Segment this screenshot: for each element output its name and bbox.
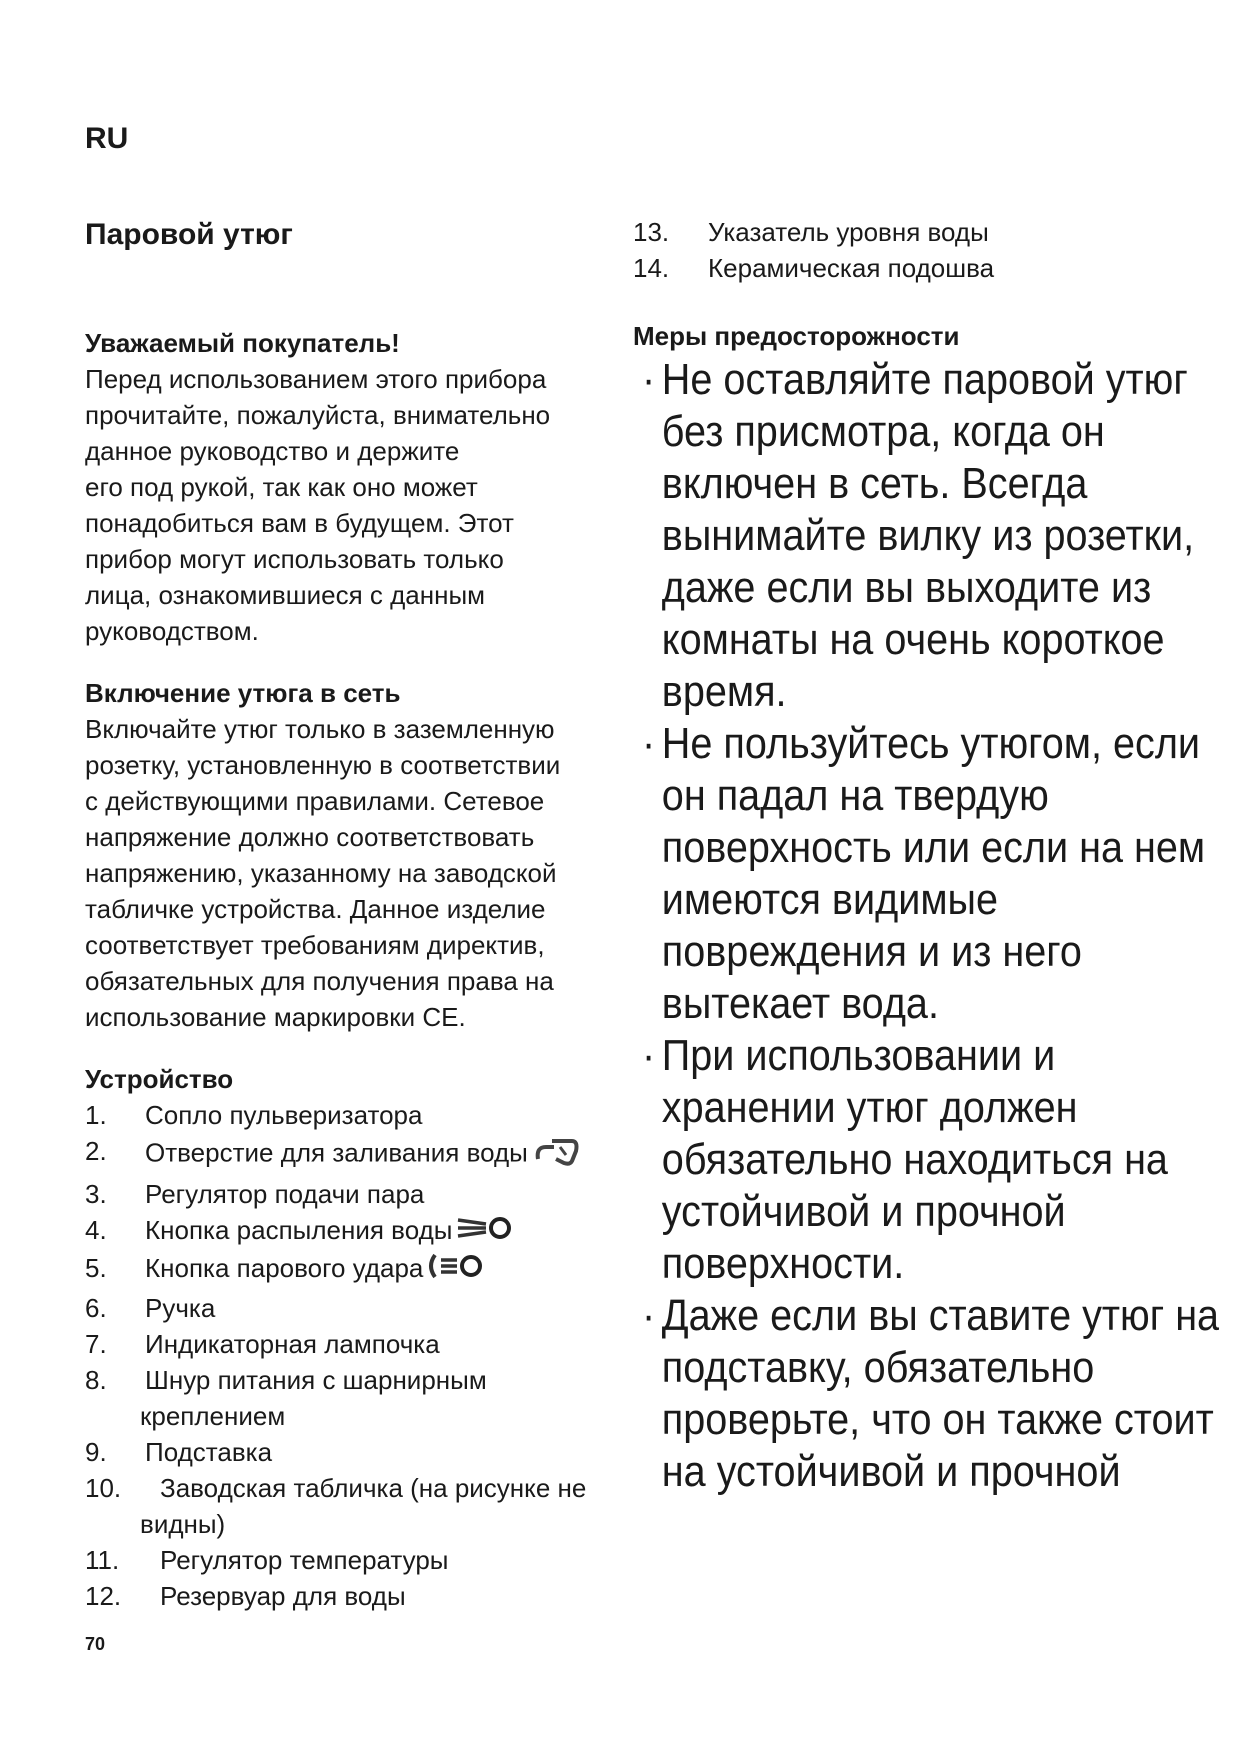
list-item [85, 1434, 625, 1470]
item-text: Указатель уровня воды [708, 217, 989, 247]
item-text: Шнур питания с шарнирным [145, 1364, 487, 1395]
intro-line: прочитайте, пожалуйста, внимательно [85, 400, 551, 430]
item-text: Сопло пульверизатора [145, 1100, 423, 1130]
precaution-item [633, 718, 1220, 1030]
precaution-item [633, 1290, 1220, 1498]
precaution-item [633, 354, 1220, 718]
left-column [85, 325, 625, 1614]
item-text: Регулятор температуры [160, 1544, 449, 1575]
precautions-heading: Меры предосторожности [633, 321, 960, 351]
precaution-text: Не пользуйтесь утюгом, если он падал на твердую поверхность или если на нем имеются видимые повреждения и из него вытекает вода. [661, 719, 1206, 1028]
page-number: 70 [85, 1634, 106, 1654]
list-item [633, 250, 1223, 286]
item-number [85, 1506, 140, 1542]
intro-line: лица, ознакомившиеся с данным [85, 580, 486, 610]
list-item [633, 214, 1223, 250]
item-number: 6. [85, 1292, 107, 1323]
list-item [85, 1326, 625, 1362]
power-line: напряжение должно соответствовать [85, 822, 535, 852]
page-title: Паровой утюг [85, 218, 293, 251]
power-line: розетку, установленную в соответствии [85, 750, 561, 780]
bullet-icon: · [642, 1291, 656, 1340]
item-number: 1. [85, 1100, 107, 1130]
power-line: соответствует требованиям директив, [85, 930, 545, 960]
intro-line: руководством. [85, 616, 259, 646]
item-number [85, 1398, 140, 1434]
intro-line: прибор могут использовать только [85, 544, 504, 574]
device-parts-list [85, 1097, 625, 1614]
item-text: креплением [140, 1400, 286, 1431]
item-text: Отверстие для заливания воды [145, 1137, 528, 1168]
language-code: RU [85, 122, 129, 155]
intro-line: понадобиться вам в будущем. Этот [85, 508, 514, 538]
list-item [85, 1133, 625, 1176]
list-item [85, 1362, 625, 1398]
precaution-text: При использовании и хранении утюг должен обязательно находиться на устойчивой и прочной поверхности. [661, 1031, 1168, 1288]
item-text: видны) [140, 1508, 226, 1539]
item-text: Керамическая подошва [708, 253, 995, 283]
list-item-continuation [85, 1398, 625, 1434]
power-line: напряжению, указанному на заводской [85, 858, 557, 888]
right-column [633, 214, 1223, 1498]
item-text: Ручка [145, 1292, 216, 1323]
bullet-icon: · [642, 719, 656, 768]
item-text: Подставка [145, 1436, 273, 1467]
list-item [85, 1470, 625, 1506]
list-item [85, 1542, 625, 1578]
item-text: Индикаторная лампочка [145, 1328, 440, 1359]
power-line: с действующими правилами. Сетевое [85, 786, 545, 816]
item-number: 2. [85, 1136, 107, 1166]
item-number: 14. [633, 253, 670, 283]
item-number: 4. [85, 1215, 107, 1245]
item-text: Заводская табличка (на рисунке не [160, 1472, 587, 1503]
intro-paragraph [85, 361, 625, 649]
item-number: 3. [85, 1179, 107, 1209]
power-line: использование маркировки CE. [85, 1002, 466, 1032]
item-text: Регулятор подачи пара [145, 1179, 425, 1209]
item-number: 13. [633, 217, 670, 247]
bullet-icon: · [642, 355, 656, 404]
item-text: Кнопка распыления воды [145, 1215, 453, 1245]
list-item [85, 1176, 625, 1212]
intro-line: его под рукой, так как оно может [85, 472, 478, 502]
list-item-continuation [85, 1506, 625, 1542]
power-line: обязательных для получения права на [85, 966, 554, 996]
intro-line: Перед использованием этого прибора [85, 364, 547, 394]
item-number: 11. [85, 1544, 120, 1575]
item-number: 7. [85, 1328, 107, 1359]
power-heading: Включение утюга в сеть [85, 678, 401, 708]
water-fill-icon [532, 1133, 580, 1176]
power-line: Включайте утюг только в заземленную [85, 714, 555, 744]
precaution-item [633, 1030, 1220, 1290]
power-paragraph [85, 711, 625, 1035]
bullet-icon: · [642, 1031, 656, 1080]
item-number: 5. [85, 1253, 107, 1284]
intro-heading: Уважаемый покупатель! [85, 328, 400, 358]
list-item [85, 1290, 625, 1326]
spray-icon [456, 1214, 514, 1250]
intro-line: данное руководство и держите [85, 436, 460, 466]
list-item [85, 1212, 625, 1250]
item-number: 8. [85, 1364, 107, 1395]
device-parts-list-continued [633, 214, 1223, 286]
item-text: Кнопка парового удара [145, 1253, 424, 1284]
item-number: 12. [85, 1580, 122, 1611]
item-number: 9. [85, 1436, 107, 1467]
item-text: Резервуар для воды [160, 1580, 406, 1611]
item-number: 10. [85, 1472, 122, 1503]
list-item [85, 1250, 625, 1290]
list-item [85, 1097, 625, 1133]
power-line: табличке устройства. Данное изделие [85, 894, 546, 924]
precaution-text: Даже если вы ставите утюг на подставку, обязательно проверьте, что он также стоит на устойчивой и прочной [661, 1291, 1220, 1496]
list-item [85, 1578, 625, 1614]
precautions-list [633, 354, 1223, 1498]
precaution-text: Не оставляйте паровой утюг без присмотра, когда он включен в сеть. Всегда вынимайте вилку из розетки, даже если вы выходите из комнаты на очень короткое время. [661, 355, 1195, 716]
steam-burst-icon [427, 1251, 485, 1290]
device-heading: Устройство [85, 1064, 234, 1094]
